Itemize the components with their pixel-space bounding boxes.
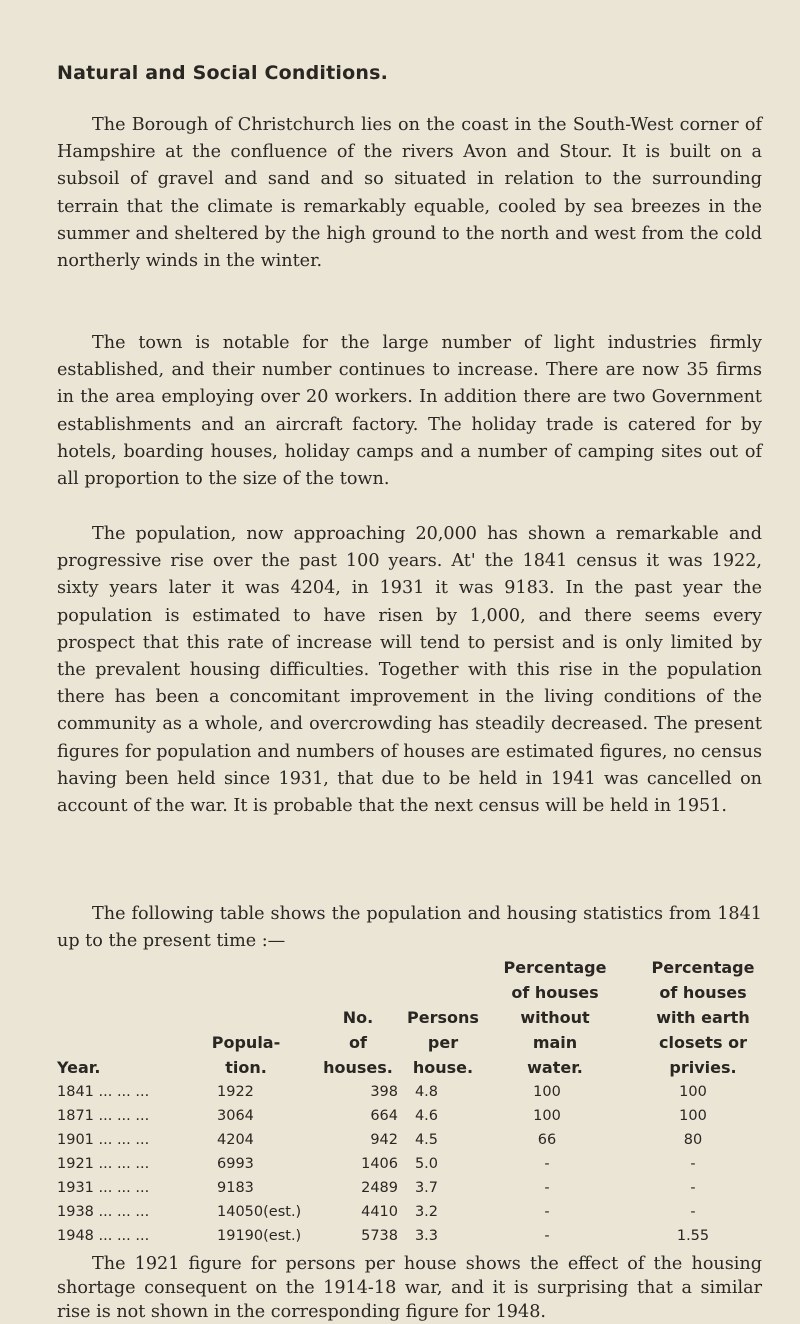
cell-population: 14050(est.) bbox=[217, 1204, 302, 1220]
cell-without-water: - bbox=[544, 1204, 550, 1220]
cell-earth-closets: - bbox=[690, 1180, 696, 1196]
cell-population: 3064 bbox=[217, 1108, 254, 1124]
cell-houses: 4410 bbox=[361, 1204, 398, 1220]
cell-without-water: - bbox=[544, 1228, 550, 1244]
cell-earth-closets: 1.55 bbox=[676, 1228, 710, 1244]
cell-without-water: - bbox=[544, 1180, 550, 1196]
cell-earth-closets: - bbox=[690, 1204, 696, 1220]
cell-persons: 3.3 bbox=[414, 1228, 438, 1244]
table-row bbox=[57, 1180, 777, 1204]
paragraph-population: The population, now approaching 20,000 has shown a remarkable and progressive rise over the past 100 years. At' the 1841 census it was 1922, sixty years later it was 4204, in 1931 it was 9183. In the past year the population is estimated to have risen by 1,000, and there seems every prospect that this rate of increase will tend to persist and is only limited by the prevalent housing difficulties. Together with this rise in the population there has been a concomitant improvement in the living conditions of the community as a whole, and overcrowding has steadily decreased. The present figures for population and numbers of houses are estimated figures, no census having been held since 1931, that due to be held in 1941 was cancelled on account of the war. It is probable that the next census will be held in 1951. bbox=[57, 524, 762, 817]
header-year: Year. bbox=[57, 1058, 101, 1077]
table-row bbox=[57, 1084, 777, 1108]
cell-houses: 1406 bbox=[361, 1156, 398, 1172]
cell-persons: 4.5 bbox=[414, 1132, 438, 1148]
cell-year: 1948 ... ... ... bbox=[57, 1228, 150, 1244]
cell-houses: 942 bbox=[370, 1132, 398, 1148]
cell-population: 6993 bbox=[217, 1156, 254, 1172]
cell-without-water: 100 bbox=[533, 1108, 561, 1124]
cell-population: 1922 bbox=[217, 1084, 254, 1100]
cell-persons: 4.6 bbox=[414, 1108, 438, 1124]
cell-population: 4204 bbox=[217, 1132, 254, 1148]
cell-earth-closets: 100 bbox=[679, 1108, 707, 1124]
cell-earth-closets: 80 bbox=[683, 1132, 703, 1148]
cell-without-water: 66 bbox=[537, 1132, 557, 1148]
cell-year: 1871 ... ... ... bbox=[57, 1108, 150, 1124]
header-persons: Persons per house. bbox=[407, 1008, 479, 1077]
cell-houses: 2489 bbox=[361, 1180, 398, 1196]
cell-houses: 664 bbox=[370, 1108, 398, 1124]
cell-earth-closets: 100 bbox=[679, 1084, 707, 1100]
cell-persons: 3.7 bbox=[414, 1180, 438, 1196]
header-earth-closets: Percentage of houses with earth closets or privies. bbox=[651, 958, 755, 1077]
cell-earth-closets: - bbox=[690, 1156, 696, 1172]
cell-without-water: - bbox=[544, 1156, 550, 1172]
paragraph-location: The Borough of Christchurch lies on the coast in the South-West corner of Hampshire at the confluence of the rivers Avon and Stour. It is built on a subsoil of gravel and sand and so situated in relation to the surrounding terrain that the climate is remarkably equable, cooled by sea breezes in the summer and sheltered by the high ground to the north and west from the cold northerly winds in the winter. bbox=[57, 115, 762, 272]
cell-persons: 4.8 bbox=[414, 1084, 438, 1100]
section-heading: Natural and Social Conditions. bbox=[57, 62, 389, 84]
paragraph-industries: The town is notable for the large number of light industries firmly established, and their number continues to increase. There are now 35 firms in the area employing over 20 workers. In addition there are two Government establishments and an aircraft factory. The holiday trade is catered for by hotels, boarding houses, holiday camps and a number of camping sites out of all proportion to the size of the town. bbox=[57, 333, 762, 490]
header-without-water: Percentage of houses without main water. bbox=[503, 958, 607, 1077]
cell-population: 19190(est.) bbox=[217, 1228, 302, 1244]
cell-year: 1921 ... ... ... bbox=[57, 1156, 150, 1172]
table-row bbox=[57, 1156, 777, 1180]
table-row bbox=[57, 1108, 777, 1132]
cell-persons: 5.0 bbox=[414, 1156, 438, 1172]
header-population: Popula- tion. bbox=[211, 1033, 281, 1077]
cell-without-water: 100 bbox=[533, 1084, 561, 1100]
table-row bbox=[57, 1228, 777, 1252]
cell-year: 1931 ... ... ... bbox=[57, 1180, 150, 1196]
header-houses: No. of houses. bbox=[323, 1008, 393, 1077]
cell-houses: 5738 bbox=[361, 1228, 398, 1244]
cell-year: 1901 ... ... ... bbox=[57, 1132, 150, 1148]
cell-population: 9183 bbox=[217, 1180, 254, 1196]
table-row bbox=[57, 1204, 777, 1228]
paragraph-table-intro: The following table shows the population and housing statistics from 1841 up to the present time :— bbox=[57, 904, 762, 952]
cell-houses: 398 bbox=[370, 1084, 398, 1100]
paragraph-conclusion: The 1921 figure for persons per house shows the effect of the housing shortage consequent on the 1914-18 war, and it is surprising that a similar rise is not shown in the corresponding figure for 1948. bbox=[57, 1254, 762, 1322]
cell-year: 1938 ... ... ... bbox=[57, 1204, 150, 1220]
cell-persons: 3.2 bbox=[414, 1204, 438, 1220]
cell-year: 1841 ... ... ... bbox=[57, 1084, 150, 1100]
table-row bbox=[57, 1132, 777, 1156]
